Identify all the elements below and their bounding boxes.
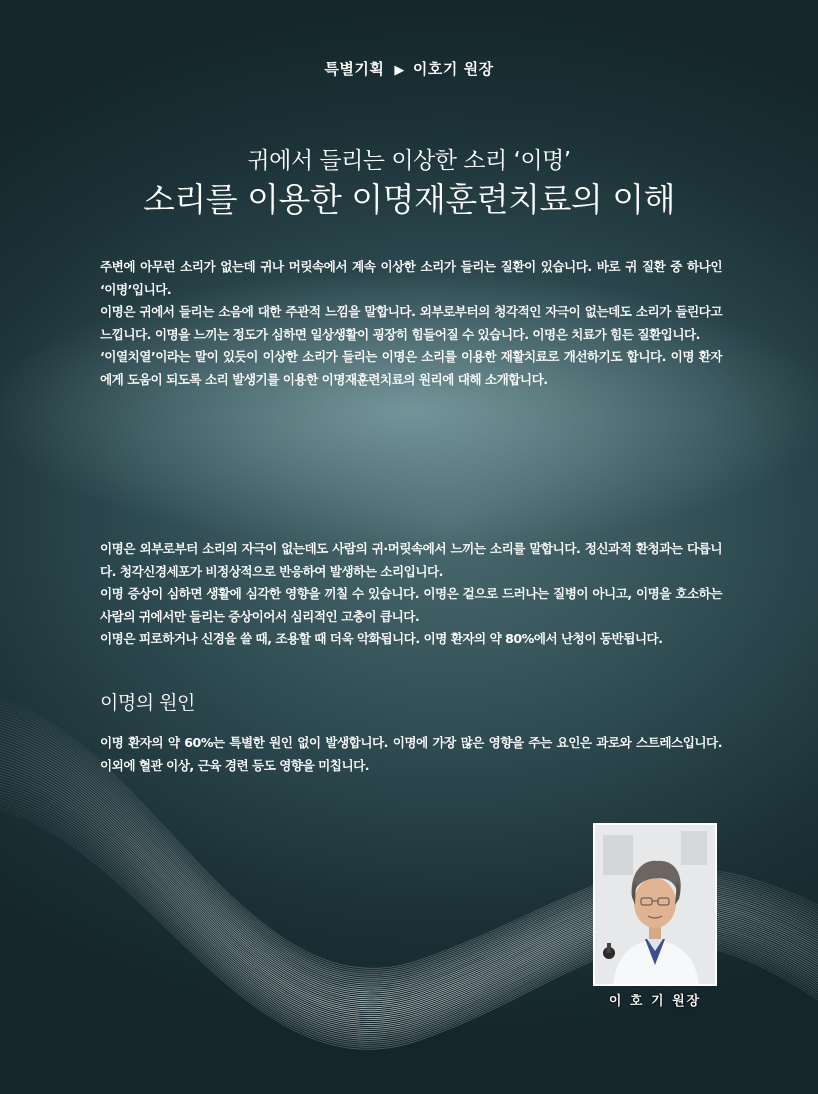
section-heading: 이명의 원인 xyxy=(100,692,195,714)
right-triangle-icon: ▶ xyxy=(394,63,405,78)
section-paragraph: 이명 환자의 약 60%는 특별한 원인 없이 발생합니다. 이명에 가장 많은 영향을 주는 요인은 과로와 스트레스입니다. 이외에 혈관 이상, 근육 경련 등도 영향을 미칩니다. xyxy=(100,735,722,773)
author-label: 이호기 원장 xyxy=(412,60,494,78)
body-paragraph: 이명은 외부로부터 소리의 자극이 없는데도 사람의 귀·머릿속에서 느끼는 소리를 말합니다. 정신과적 환청과는 다릅니다. 청각신경세포가 비정상적으로 반응하여 발생하는 소리입니다. xyxy=(100,541,722,579)
body-text xyxy=(100,538,722,651)
section-text xyxy=(100,732,722,777)
intro-paragraph: 주변에 아무런 소리가 없는데 귀나 머릿속에서 계속 이상한 소리가 들리는 질환이 있습니다. 바로 귀 질환 중 하나인 ‘이명’입니다. xyxy=(100,259,722,297)
intro-paragraph: ‘이열치열’이라는 말이 있듯이 이상한 소리가 들리는 이명은 소리를 이용한 재활치료로 개선하기도 합니다. 이명 환자에게 도움이 되도록 소리 발생기를 이용한 이명재훈련치료의 원리에 대해 소개합니다. xyxy=(100,349,722,387)
doctor-portrait-icon xyxy=(595,825,715,984)
body-paragraph: 이명 증상이 심하면 생활에 심각한 영향을 끼칠 수 있습니다. 이명은 겉으로 드러나는 질병이 아니고, 이명을 호소하는 사람의 귀에서만 들리는 증상이어서 심리적인 고충이 큽니다. xyxy=(100,586,722,624)
intro-text xyxy=(100,256,722,392)
article-subtitle: 귀에서 들리는 이상한 소리 ‘이명’ xyxy=(247,148,571,174)
body-paragraph: 이명은 피로하거나 신경을 쓸 때, 조용할 때 더욱 악화됩니다. 이명 환자의 약 80%에서 난청이 동반됩니다. xyxy=(100,631,663,647)
article-title: 소리를 이용한 이명재훈련치료의 이해 xyxy=(142,180,676,219)
photo-caption: 이 호 기 원장 xyxy=(608,994,702,1009)
doctor-photo xyxy=(593,823,717,986)
section-header xyxy=(0,58,818,79)
intro-paragraph: 이명은 귀에서 들리는 소음에 대한 주관적 느낌을 말합니다. 외부로부터의 청각적인 자극이 없는데도 소리가 들린다고 느낍니다. 이명을 느끼는 정도가 심하면 일상생활이 굉장히 힘들어질 수 있습니다. 이명은 치료가 힘든 질환입니다. xyxy=(100,304,722,342)
section-label: 특별기획 xyxy=(324,60,385,78)
